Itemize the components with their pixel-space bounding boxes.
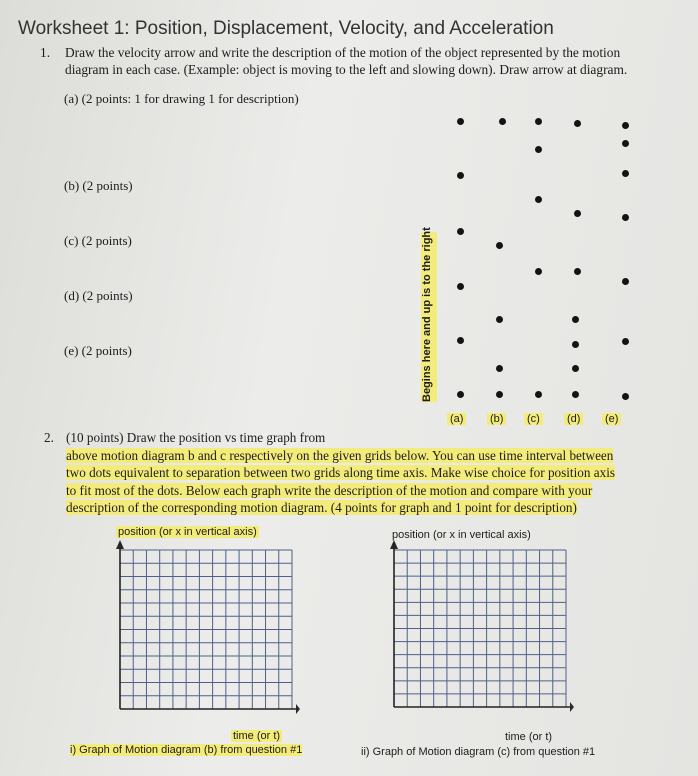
dot-b-2 [496,242,503,249]
part-a-label: (a) (2 points: 1 for drawing 1 for description) [64,91,299,106]
graph-2-x-label: time (or t) [505,731,553,743]
dot-e-5 [622,278,629,285]
dot-a-1 [457,118,464,125]
dot-a-4 [457,283,464,290]
dot-a-6 [457,391,464,398]
part-b-label: (b) (2 points) [64,178,133,193]
dot-d-3 [574,268,581,275]
dot-c-5 [535,391,542,398]
graph-2-grid[interactable] [390,540,574,718]
graph-2-caption: ii) Graph of Motion diagram (c) from question #1 [361,746,596,758]
dot-d-2 [574,210,581,217]
graph-1-x-label: time (or t) [233,730,281,742]
graph-1-caption: i) Graph of Motion diagram (b) from question #1 [70,744,303,756]
dot-b-4 [496,365,503,372]
dot-d-6 [572,365,579,372]
dot-e-6 [622,338,629,345]
part-e-label: (e) (2 points) [64,343,132,358]
dot-e-4 [622,214,629,221]
graph-1-y-label: position (or x in vertical axis) [118,526,257,538]
dot-a-3 [457,228,464,235]
graph-1-grid[interactable] [116,540,300,720]
column-label-e: (e) [602,413,621,425]
question-2-line-1: (10 points) Draw the position vs time graph from [66,430,326,445]
dot-d-5 [572,341,579,348]
question-1-number: 1. [40,45,51,60]
dot-b-3 [496,316,503,323]
column-label-c: (c) [524,413,543,425]
dot-e-2 [622,140,629,147]
dot-d-4 [572,316,579,323]
graph-1-x-arrow [296,704,300,714]
question-2-line-4: to fit most of the dots. Below each graph write the description of the motion and compare with your [66,482,593,498]
dot-d-1 [574,120,581,127]
graph-2-x-arrow [570,702,574,712]
dot-e-3 [622,170,629,177]
dot-e-7 [622,393,629,400]
question-2-number: 2. [44,430,54,445]
dot-c-2 [535,146,542,153]
worksheet-title: Worksheet 1: Position, Displacement, Velocity, and Acceleration [18,18,554,39]
question-2-line-5: description of the corresponding motion diagram. (4 points for graph and 1 point for description) [66,500,577,516]
dot-d-7 [572,391,579,398]
dot-b-5 [496,391,503,398]
column-label-b: (b) [487,413,506,425]
part-d-label: (d) (2 points) [64,288,133,303]
part-c-label: (c) (2 points) [64,233,132,248]
question-2-line-2: above motion diagram b and c respectively on the given grids below. You can use time interval between [66,447,614,463]
question-1-line-2: diagram in each case. (Example: object is moving to the left and slowing down). Draw arrow at diagram. [65,62,628,77]
question-1-line-1: Draw the velocity arrow and write the description of the motion of the object represented by the motion [65,45,621,60]
motion-diagram-side-label: Begins here and up is to the right [421,232,437,402]
dot-c-1 [535,118,542,125]
graph-2-y-label: position (or x in vertical axis) [392,529,531,541]
column-label-d: (d) [564,413,583,425]
dot-a-2 [457,172,464,179]
question-2-line-3: two dots equivalent to separation between two grids along time axis. Make wise choice for position axis [66,465,615,481]
dot-b-1 [499,118,506,125]
dot-c-3 [535,196,542,203]
dot-a-5 [457,337,464,344]
dot-e-1 [622,122,629,129]
dot-c-4 [535,268,542,275]
column-label-a: (a) [447,413,466,425]
